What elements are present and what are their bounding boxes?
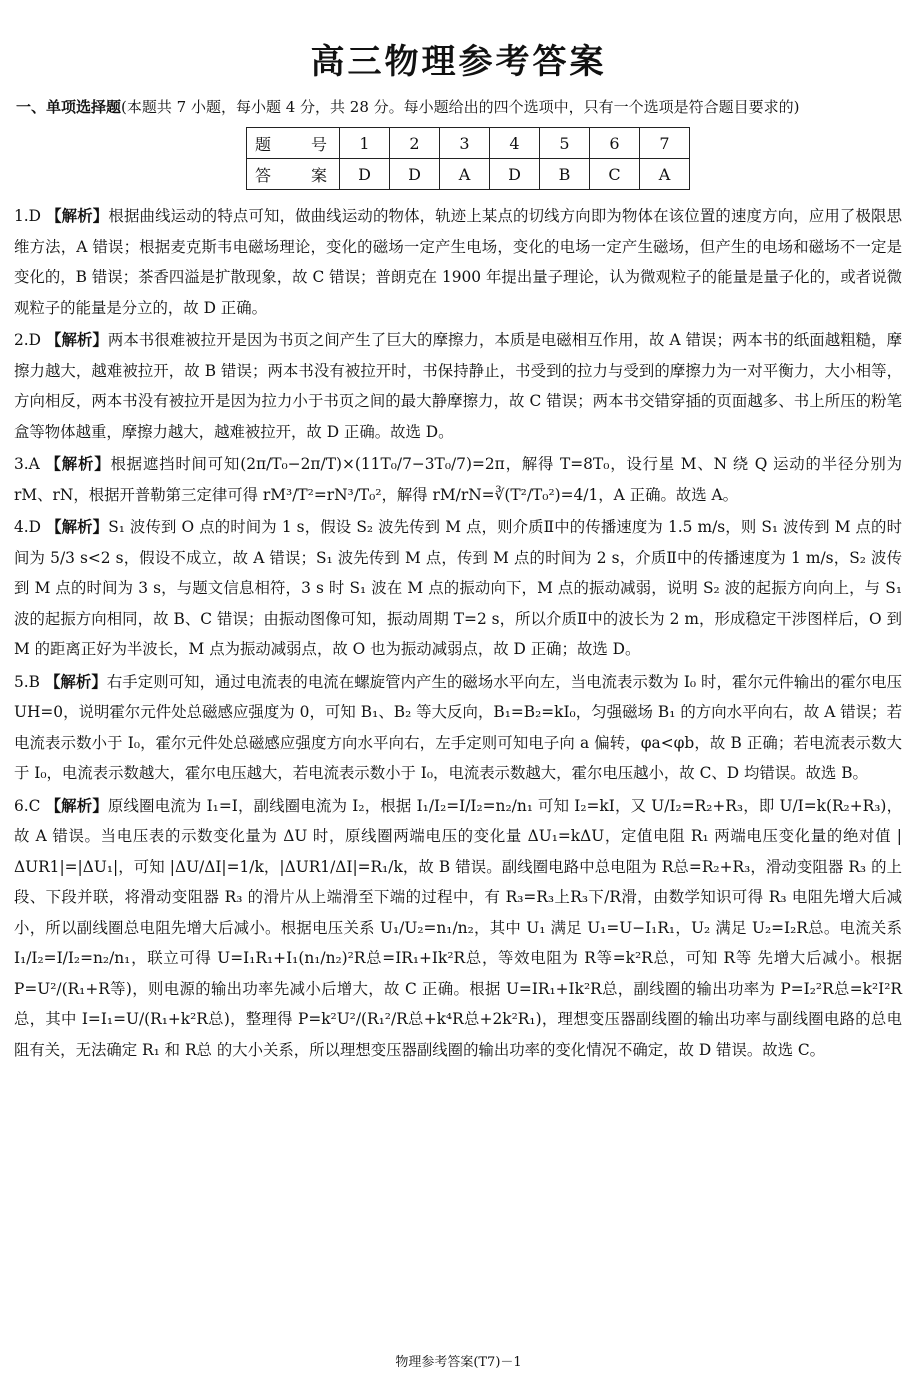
item-number: 2.D <box>14 331 42 349</box>
question-number: 2 <box>390 128 440 159</box>
analysis-tag: 【解析】 <box>44 672 107 691</box>
question-number: 6 <box>590 128 640 159</box>
question-number: 5 <box>540 128 590 159</box>
question-number: 3 <box>440 128 490 159</box>
explanation-item-1 <box>14 201 902 323</box>
item-number: 1.D <box>14 207 42 225</box>
answer-cell: D <box>490 159 540 190</box>
answer-cell: C <box>590 159 640 190</box>
item-number: 5.B <box>14 672 40 691</box>
explanation-item-4 <box>14 512 902 665</box>
item-text: 右手定则可知，通过电流表的电流在螺旋管内产生的磁场水平向左，当电流表示数为 I₀ 时，霍尔元件输出的霍尔电压 UH=0，说明霍尔元件处总磁感应强度为 0，可知 B₁、B₂ 等大反向，B₁=B₂=kI₀，匀强磁场 B₁ 的方向水平向右，故 A 错误；若电流表示数小于 I₀，霍尔元件处总磁感应强度方向水平向右，左手定则可知电子向 a 偏转，φa<φb，故 B 正确；若电流表示数大于 I₀，电流表示数越大，霍尔电压越大，若电流表示数小于 I₀，电流表示数越大，霍尔电压越小，故 C、D 均错误。故选 B。 <box>14 672 902 782</box>
item-text: 原线圈电流为 I₁=I，副线圈电流为 I₂，根据 I₁/I₂=I/I₂=n₂/n₁ 可知 I₂=kI，又 U/I₂=R₂+R₃，即 U/I=k(R₂+R₃)，故 A 错误。当电压表的示数变化量为 ΔU 时，原线圈两端电压的变化量 ΔU₁=kΔU，定值电阻 R₁ 两端电压变化量的绝对值 |ΔUR1|=|ΔU₁|，可知 |ΔU/ΔI|=1/k，|ΔUR1/ΔI|=R₁/k，故 B 错误。副线圈电路中总电阻为 R总=R₂+R₃，滑动变阻器 R₃ 的上段、下段并联，将滑动变阻器 R₃ 的滑片从上端滑至下端的过程中，有 R₃=R₃上R₃下/R滑，由数学知识可得 R₃ 电阻先增大后减小，所以副线圈总电阻先增大后减小。根据电压关系 U₁/U₂=n₁/n₂，其中 U₁ 满足 U₁=U−I₁R₁，U₂ 满足 U₂=I₂R总。电流关系 I₁/I₂=I/I₂=n₂/n₁，联立可得 U=I₁R₁+I₁(n₁/n₂)²R总=IR₁+Ik²R总，等效电阻为 R等=k²R总，可知 R等 先增大后减小。根据 P=U²/(R₁+R等)，则电源的输出功率先减小后增大，故 C 正确。根据 U=IR₁+Ik²R总，副线圈的输出功率为 P=I₂²R总=k²I²R总，其中 I=I₁=U/(R₁+k²R总)，整理得 P=k²U²/(R₁²/R总+k⁴R总+2k²R₁)，理想变压器副线圈的输出功率与副线圈电路的总电阻有关，无法确定 R₁ 和 R总 的大小关系，所以理想变压器副线圈的输出功率的变化情况不确定，故 D 错误。故选 C。 <box>14 796 902 1059</box>
answer-table <box>246 127 690 190</box>
explanation-item-6 <box>14 791 902 1066</box>
section-label: 一、单项选择题 <box>16 98 122 116</box>
question-number: 7 <box>640 128 690 159</box>
page-title: 高三物理参考答案 <box>310 42 607 82</box>
analysis-tag: 【解析】 <box>46 518 109 536</box>
item-text: 两本书很难被拉开是因为书页之间产生了巨大的摩擦力，本质是电磁相互作用，故 A 错误；两本书的纸面越粗糙，摩擦力越大，越难被拉开，故 B 错误；两本书没有被拉开时，书保持静止，书受到的拉力与受到的摩擦力为一对平衡力，大小相等，方向相反，两本书没有被拉开是因为拉力小于书页之间的最大静摩擦力，故 C 错误；两本书交错穿插的页面越多、书上所压的粉笔盒等物体越重，摩擦力越大，越难被拉开，故 D 正确。故选 D。 <box>14 331 902 441</box>
analysis-tag: 【解析】 <box>46 331 108 349</box>
page-footer: 物理参考答案(T7)－1 <box>395 1355 522 1370</box>
explanations <box>14 201 902 1067</box>
item-text: 根据遮挡时间可知(2π/T₀−2π/T)×(11T₀/7−3T₀/7)=2π，解得 T=8T₀，设行星 M、N 绕 Q 运动的半径分别为 rM、rN，根据开普勒第三定律可得 rM³/T²=rN³/T₀²，解得 rM/rN=∛(T²/T₀²)=4/1，A 正确。故选 A。 <box>14 455 902 504</box>
analysis-tag: 【解析】 <box>46 207 109 225</box>
explanation-item-5 <box>14 667 902 789</box>
row-label-number: 题 号 <box>247 128 340 159</box>
item-text: 根据曲线运动的特点可知，做曲线运动的物体，轨迹上某点的切线方向即为物体在该位置的速度方向，应用了极限思维方法，A 错误；根据麦克斯韦电磁场理论，变化的磁场一定产生电场，变化的电场一定产生磁场，但产生的电场和磁场不一定是变化的，B 错误；茶香四溢是扩散现象，故 C 错误；普朗克在 1900 年提出量子理论，认为微观粒子的能量是量子化的，或者说微观粒子的能量是分立的，故 D 正确。 <box>14 207 902 317</box>
explanation-item-2 <box>14 325 902 447</box>
explanation-item-3 <box>14 449 902 510</box>
answer-cell: A <box>440 159 490 190</box>
question-number: 4 <box>490 128 540 159</box>
item-number: 4.D <box>14 518 42 536</box>
item-text: S₁ 波传到 O 点的时间为 1 s，假设 S₂ 波先传到 M 点，则介质Ⅱ中的传播速度为 1.5 m/s，则 S₁ 波传到 M 点的时间为 5/3 s<2 s，假设不成立，故 A 错误；S₁ 波先传到 M 点，传到 M 点的时间为 2 s，介质Ⅱ中的传播速度为 1 m/s，S₂ 波传到 M 点的时间为 3 s，与题文信息相符，3 s 时 S₁ 波在 M 点的振动向下，M 点的振动减弱，说明 S₂ 波的起振方向向上，与 S₁ 波的起振方向相同，故 B、C 错误；由振动图像可知，振动周期 T=2 s，所以介质Ⅱ中的波长为 2 m，形成稳定干涉图样后，O 到 M 的距离正好为半波长，M 点为振动减弱点，故 O 也为振动减弱点，故 D 正确；故选 D。 <box>14 518 902 658</box>
row-label-answer: 答 案 <box>247 159 340 190</box>
answer-cell: D <box>390 159 440 190</box>
analysis-tag: 【解析】 <box>45 455 111 473</box>
section-heading <box>16 96 906 117</box>
question-number-row <box>247 128 690 159</box>
item-number: 6.C <box>14 796 41 815</box>
section-note: (本题共 7 小题，每小题 4 分，共 28 分。每小题给出的四个选项中，只有一个选项是符合题目要求的) <box>121 98 800 116</box>
answer-cell: A <box>640 159 690 190</box>
question-number: 1 <box>340 128 390 159</box>
answer-row <box>247 159 690 190</box>
item-number: 3.A <box>14 455 40 473</box>
analysis-tag: 【解析】 <box>45 796 108 815</box>
answer-cell: D <box>340 159 390 190</box>
answer-cell: B <box>540 159 590 190</box>
